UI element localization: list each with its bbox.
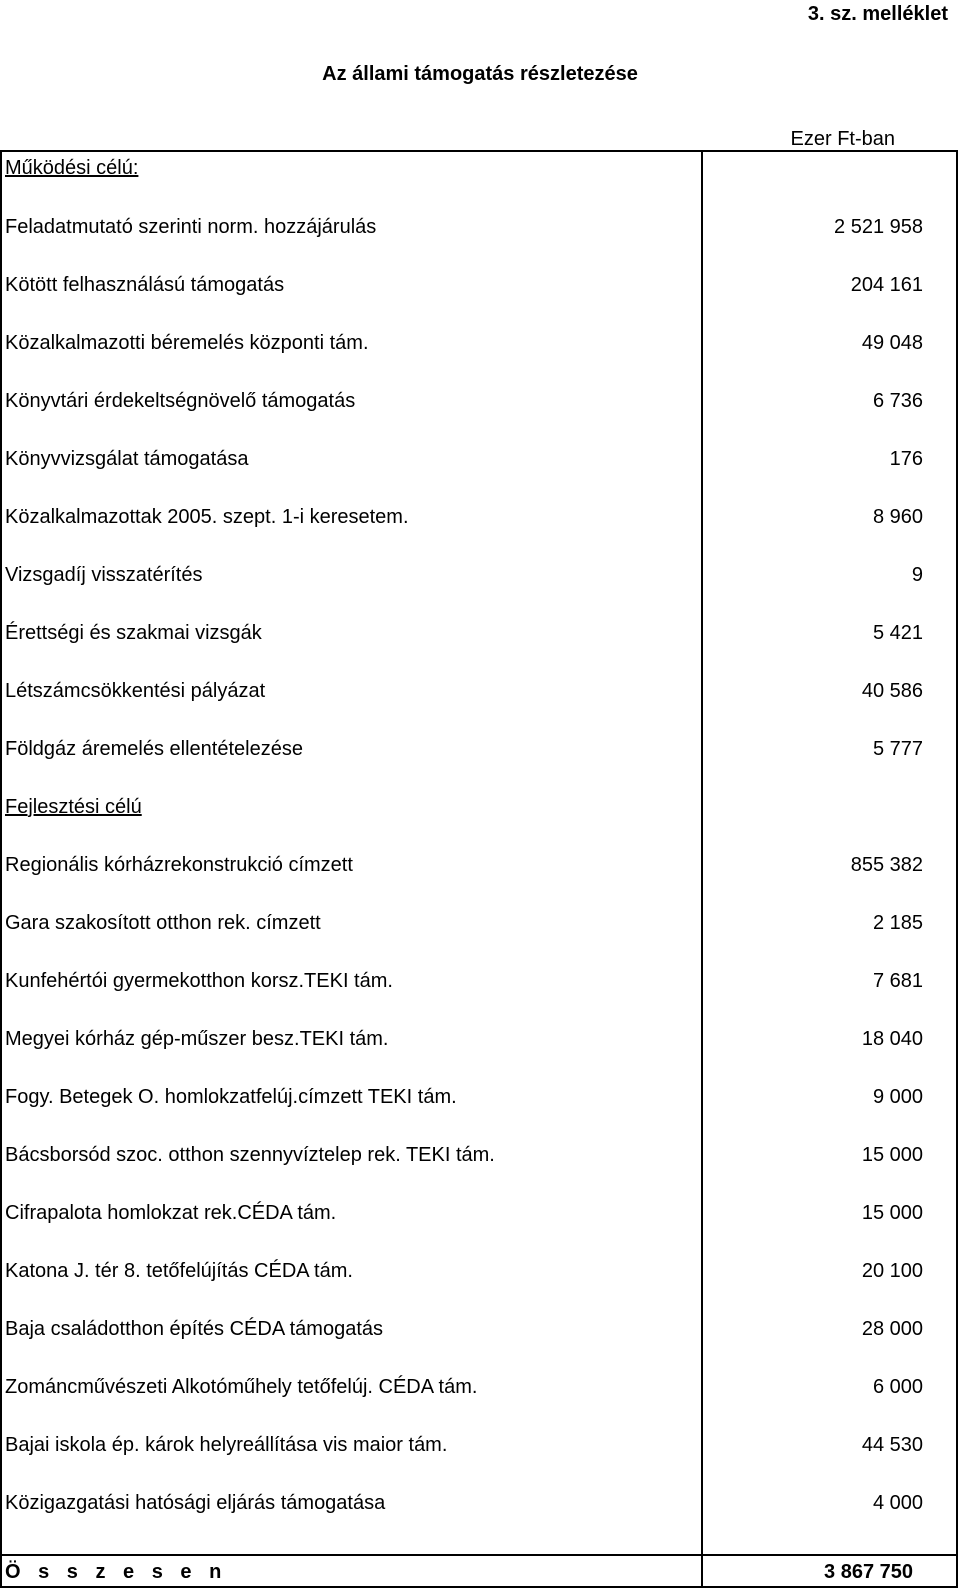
table-row xyxy=(0,1466,958,1524)
table-row xyxy=(0,1176,958,1234)
section-heading-operational xyxy=(0,150,958,190)
row-label: Könyvvizsgálat támogatása xyxy=(5,448,249,470)
annex-label: 3. sz. melléklet xyxy=(807,3,948,25)
row-label: Könyvtári érdekeltségnövelő támogatás xyxy=(5,390,356,412)
section-heading-development xyxy=(0,770,958,828)
row-value: 44 530 xyxy=(861,1434,923,1456)
row-value: 9 xyxy=(911,564,923,586)
row-value: 4 000 xyxy=(872,1492,923,1514)
row-value: 20 100 xyxy=(861,1260,923,1282)
row-label: Közalkalmazotti béremelés központi tám. xyxy=(5,332,369,354)
table-row xyxy=(0,828,958,886)
table-row xyxy=(0,480,958,538)
row-label: Közalkalmazottak 2005. szept. 1-i keresetem. xyxy=(5,506,409,528)
unit-label: Ezer Ft-ban xyxy=(790,128,895,150)
table-row xyxy=(0,1060,958,1118)
table-row xyxy=(0,712,958,770)
table-row xyxy=(0,538,958,596)
section-label: Működési célú: xyxy=(5,157,139,179)
row-label: Baja családotthon építés CÉDA támogatás xyxy=(5,1318,384,1340)
total-row xyxy=(0,1556,958,1588)
row-label: Vizsgadíj visszatérítés xyxy=(5,564,203,586)
section-label: Fejlesztési célú xyxy=(5,796,142,818)
row-value: 15 000 xyxy=(861,1202,923,1224)
row-label: Közigazgatási hatósági eljárás támogatása xyxy=(5,1492,386,1514)
row-value: 15 000 xyxy=(861,1144,923,1166)
row-value: 6 736 xyxy=(872,390,923,412)
table-row xyxy=(0,306,958,364)
row-label: Kötött felhasználású támogatás xyxy=(5,274,285,296)
total-value: 3 867 750 xyxy=(824,1561,913,1583)
row-value: 2 521 958 xyxy=(834,216,923,238)
row-value: 9 000 xyxy=(872,1086,923,1108)
table-row xyxy=(0,248,958,306)
table-row xyxy=(0,1118,958,1176)
table-row xyxy=(0,1234,958,1292)
row-value: 6 000 xyxy=(872,1376,923,1398)
row-label: Földgáz áremelés ellentételezése xyxy=(5,738,303,760)
row-value: 5 421 xyxy=(872,622,923,644)
row-label: Bácsborsód szoc. otthon szennyvíztelep rek. TEKI tám. xyxy=(5,1144,495,1166)
row-value: 2 185 xyxy=(872,912,923,934)
row-label: Megyei kórház gép-műszer besz.TEKI tám. xyxy=(5,1028,389,1050)
table-row xyxy=(0,1002,958,1060)
row-value: 8 960 xyxy=(872,506,923,528)
row-label: Cifrapalota homlokzat rek.CÉDA tám. xyxy=(5,1202,337,1224)
table-row xyxy=(0,944,958,1002)
table-row xyxy=(0,1408,958,1466)
row-value: 49 048 xyxy=(861,332,923,354)
row-value: 5 777 xyxy=(872,738,923,760)
table-row xyxy=(0,886,958,944)
row-value: 204 161 xyxy=(850,274,923,296)
page-title: Az állami támogatás részletezése xyxy=(322,63,638,85)
table-row xyxy=(0,422,958,480)
row-label: Fogy. Betegek O. homlokzatfelúj.címzett TEKI tám. xyxy=(5,1086,457,1108)
row-value: 28 000 xyxy=(861,1318,923,1340)
table-row xyxy=(0,596,958,654)
row-label: Kunfehértói gyermekotthon korsz.TEKI tám. xyxy=(5,970,393,992)
table-row xyxy=(0,364,958,422)
row-label: Érettségi és szakmai vizsgák xyxy=(5,622,262,644)
row-value: 176 xyxy=(889,448,923,470)
row-label: Gara szakosított otthon rek. címzett xyxy=(5,912,321,934)
row-label: Regionális kórházrekonstrukció címzett xyxy=(5,854,353,876)
row-label: Katona J. tér 8. tetőfelújítás CÉDA tám. xyxy=(5,1260,353,1282)
row-value: 18 040 xyxy=(861,1028,923,1050)
row-value: 7 681 xyxy=(872,970,923,992)
row-label: Zománcművészeti Alkotóműhely tetőfelúj. CÉDA tám. xyxy=(5,1376,478,1398)
table-row xyxy=(0,190,958,248)
table-row xyxy=(0,1350,958,1408)
support-table xyxy=(0,150,958,1524)
row-value: 855 382 xyxy=(850,854,923,876)
total-label: Ö s s z e s e n xyxy=(5,1561,228,1583)
row-label: Feladatmutató szerinti norm. hozzájárulás xyxy=(5,216,377,238)
row-label: Bajai iskola ép. károk helyreállítása vis maior tám. xyxy=(5,1434,448,1456)
table-row xyxy=(0,654,958,712)
row-label: Létszámcsökkentési pályázat xyxy=(5,680,266,702)
table-row xyxy=(0,1292,958,1350)
row-value: 40 586 xyxy=(861,680,923,702)
